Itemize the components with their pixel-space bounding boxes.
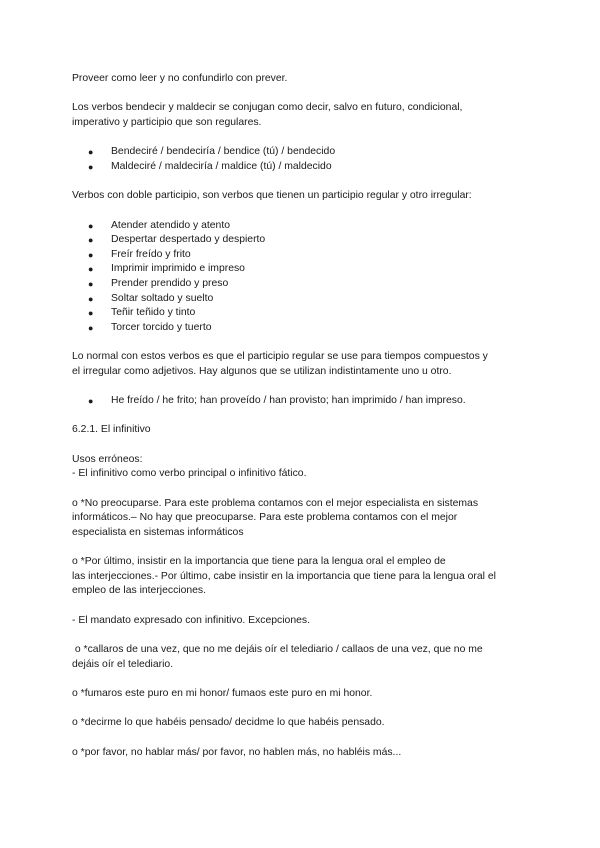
list-item: Despertar despertado y despierto xyxy=(111,234,266,245)
paragraph-normal-line1: Lo normal con estos verbos es que el participio regular se use para tiempos compuestos y xyxy=(72,351,488,362)
bullet-icon: ● xyxy=(88,264,94,274)
bullet-icon: ● xyxy=(88,279,94,289)
example-line: las interjecciones.- Por último, cabe insistir en la importancia que tiene para la lengua oral el xyxy=(72,571,496,582)
example-line: o *fumaros este puro en mi honor/ fumaos este puro en mi honor. xyxy=(72,688,373,699)
paragraph-usos-erroneos: Usos erróneos: xyxy=(72,454,143,465)
bullet-icon: ● xyxy=(88,221,94,231)
list-item: Bendeciré / bendeciría / bendice (tú) / bendecido xyxy=(111,146,336,157)
bullet-icon: ● xyxy=(88,147,94,157)
example-line: empleo de las interjecciones. xyxy=(72,585,206,596)
bullet-icon: ● xyxy=(88,235,94,245)
example-line: dejáis oír el telediario. xyxy=(72,659,174,670)
paragraph-bendecir-line2: imperativo y participio que son regulares. xyxy=(72,117,262,128)
list-item: Torcer torcido y tuerto xyxy=(111,322,212,333)
paragraph-doble-participio: Verbos con doble participio, son verbos que tienen un participio regular y otro irregular: xyxy=(72,190,472,201)
bullet-icon: ● xyxy=(88,250,94,260)
bullet-icon: ● xyxy=(88,396,94,406)
list-item: Teñir teñido y tinto xyxy=(111,307,196,318)
list-item: Imprimir imprimido e impreso xyxy=(111,263,245,274)
example-line: o *No preocuparse. Para este problema contamos con el mejor especialista en sistemas xyxy=(72,498,479,509)
list-item: He freído / he frito; han proveído / han provisto; han imprimido / han impreso. xyxy=(111,395,466,406)
bullet-icon: ● xyxy=(88,308,94,318)
paragraph-proveer: Proveer como leer y no confundirlo con prever. xyxy=(72,73,288,84)
paragraph-mandato: - El mandato expresado con infinitivo. Excepciones. xyxy=(72,615,310,626)
example-line: o *decirme lo que habéis pensado/ decidme lo que habéis pensado. xyxy=(72,717,385,728)
example-line: especialista en sistemas informáticos xyxy=(72,527,244,538)
paragraph-bendecir-line1: Los verbos bendecir y maldecir se conjugan como decir, salvo en futuro, condicional, xyxy=(72,102,463,113)
section-heading: 6.2.1. El infinitivo xyxy=(72,424,151,435)
bullet-icon: ● xyxy=(88,294,94,304)
paragraph-normal-line2: el irregular como adjetivos. Hay algunos que se utilizan indistintamente uno u otro. xyxy=(72,366,452,377)
list-item: Freír freído y frito xyxy=(111,249,191,260)
example-line: o *Por último, insistir en la importancia que tiene para la lengua oral el empleo de xyxy=(72,556,446,567)
example-line: o *callaros de una vez, que no me dejáis oír el telediario / callaos de una vez, que no me xyxy=(72,644,483,655)
list-item: Atender atendido y atento xyxy=(111,220,231,231)
list-item: Prender prendido y preso xyxy=(111,278,229,289)
paragraph-infinitivo-fatico: - El infinitivo como verbo principal o infinitivo fático. xyxy=(72,468,307,479)
example-line: o *por favor, no hablar más/ por favor, no hablen más, no habléis más... xyxy=(72,747,402,758)
list-item: Soltar soltado y suelto xyxy=(111,293,214,304)
list-item: Maldeciré / maldeciría / maldice (tú) / maldecido xyxy=(111,161,332,172)
bullet-icon: ● xyxy=(88,162,94,172)
example-line: informáticos.– No hay que preocuparse. Para este problema contamos con el mejor xyxy=(72,512,458,523)
bullet-icon: ● xyxy=(88,323,94,333)
